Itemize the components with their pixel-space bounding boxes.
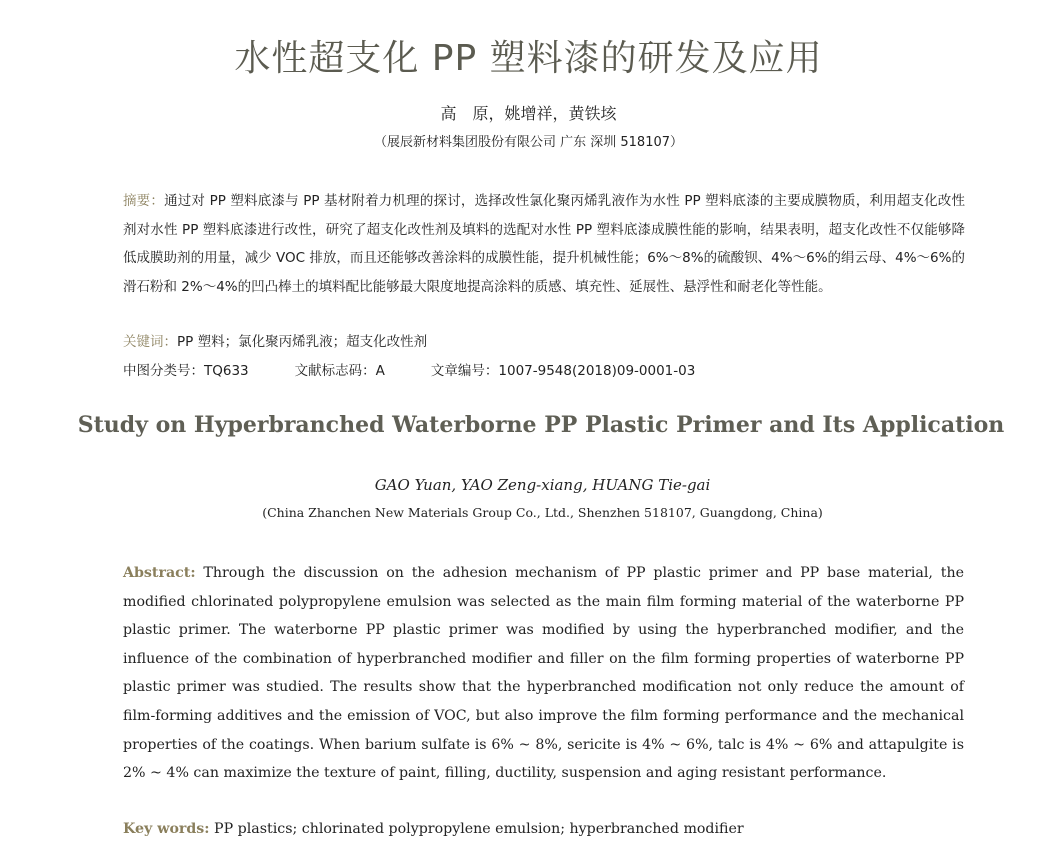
english-abstract-label: Abstract:	[123, 565, 196, 581]
english-keywords	[123, 816, 964, 842]
chinese-keywords-label: 关键词：	[123, 334, 177, 350]
chinese-abstract-label: 摘要：	[123, 193, 165, 209]
english-title: Study on Hyperbranched Waterborne PP Plastic Primer and Its Application	[77, 412, 1005, 438]
english-keywords-text: PP plastics; chlorinated polypropylene emulsion; hyperbranched modifier	[214, 821, 744, 837]
english-abstract-text: Through the discussion on the adhesion mechanism of PP plastic primer and PP base material, the modified chlorinated polypropylene emulsion was selected as the main film forming material of the waterborne PP plastic primer. The waterborne PP plastic primer was modified by using the hyperbranched modifier, and the influence of the combination of hyperbranched modifier and filler on the film forming properties of waterborne PP plastic primer was studied. The results show that the hyperbranched modification not only reduce the amount of film-forming additives and the emission of VOC, but also improve the film forming performance and the mechanical properties of the coatings. When barium sulfate is 6% ~ 8%, sericite is 4% ~ 6%, talc is 4% ~ 6% and attapulgite is 2% ~ 4% can maximize the texture of paint, filling, ductility, suspension and aging resistant performance.	[123, 565, 964, 782]
article-number: 文章编号：1007-9548(2018)09-0001-03	[430, 363, 696, 379]
english-keywords-label: Key words:	[123, 821, 210, 837]
classification-line	[123, 357, 965, 385]
chinese-abstract	[123, 187, 965, 301]
english-authors: GAO Yuan, YAO Zeng-xiang, HUANG Tie-gai	[374, 476, 711, 494]
chinese-abstract-text: 通过对 PP 塑料底漆与 PP 基材附着力机理的探讨，选择改性氯化聚丙烯乳液作为水性 PP 塑料底漆的主要成膜物质，利用超支化改性剂对水性 PP 塑料底漆进行改性，研究了超支化改性剂及填料的选配对水性 PP 塑料底漆成膜性能的影响，结果表明，超支化改性不仅能够降低成膜助剂的用量，减少 VOC 排放，而且还能够改善涂料的成膜性能，提升机械性能；6%～8%的硫酸钡、4%～6%的绢云母、4%～6%的滑石粉和 2%～4%的凹凸棒土的填料配比能够最大限度地提高涂料的质感、填充性、延展性、悬浮性和耐老化等性能。	[123, 193, 965, 295]
clc-number: 中图分类号：TQ633	[123, 363, 249, 379]
chinese-keywords	[123, 328, 965, 356]
english-abstract	[123, 559, 964, 788]
chinese-keywords-text: PP 塑料；氯化聚丙烯乳液；超支化改性剂	[177, 334, 428, 350]
english-affiliation: (China Zhanchen New Materials Group Co., Ltd., Shenzhen 518107, Guangdong, China)	[262, 505, 823, 520]
chinese-authors: 高 原，姚增祥，黄铁垓	[440, 104, 617, 123]
document-code: 文献标志码：A	[294, 363, 385, 379]
chinese-affiliation: （展辰新材料集团股份有限公司 广东 深圳 518107）	[373, 135, 684, 150]
chinese-title: 水性超支化 PP 塑料漆的研发及应用	[234, 38, 823, 79]
